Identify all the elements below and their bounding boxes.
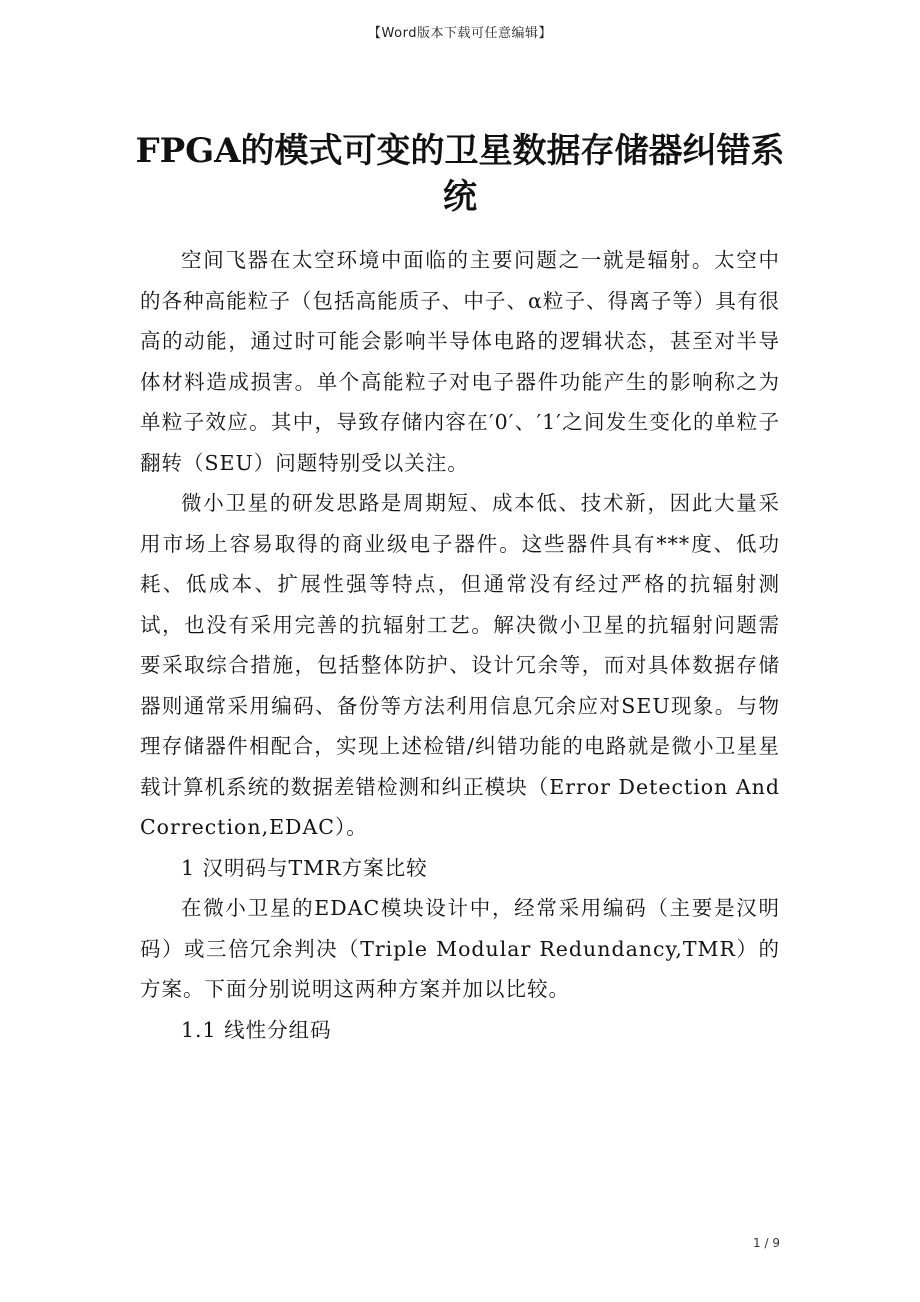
paragraph-microsatellite-design: 微小卫星的研发思路是周期短、成本低、技术新，因此大量采用市场上容易取得的商业级电子器件。这些器件具有***度、低功耗、低成本、扩展性强等特点，但通常没有经过严格的抗辐射测试，也没有采用完善的抗辐射工艺。解决微小卫星的抗辐射问题需要采取综合措施，包括整体防护、设计冗余等，而对具体数据存储器则通常采用编码、备份等方法利用信息冗余应对SEU现象。与物理存储器件相配合，实现上述检错/纠错功能的电路就是微小卫星星载计算机系统的数据差错检测和纠正模块（Error Detection And Correction,EDAC）。 <box>140 491 780 839</box>
page-number: 1 / 9 <box>753 1236 780 1250</box>
subsection-heading-linear-block-code: 1.1 线性分组码 <box>181 1017 332 1042</box>
document-body <box>140 240 780 1050</box>
paragraph-edac-schemes: 在微小卫星的EDAC模块设计中，经常采用编码（主要是汉明码）或三倍冗余判决（Triple Modular Redundancy,TMR）的方案。下面分别说明这两种方案并加以比较。 <box>140 896 780 1001</box>
download-note: 【Word版本下载可任意编辑】 <box>368 26 552 41</box>
paragraph-radiation-intro: 空间飞器在太空环境中面临的主要问题之一就是辐射。太空中的各种高能粒子（包括高能质子、中子、α粒子、得离子等）具有很高的动能，通过时可能会影响半导体电路的逻辑状态，甚至对半导体材料造成损害。单个高能粒子对电子器件功能产生的影响称之为单粒子效应。其中，导致存储内容在′0′、′1′之间发生变化的单粒子翻转（SEU）问题特别受以关注。 <box>140 248 780 475</box>
document-title: FPGA的模式可变的卫星数据存储器纠错系统 <box>135 131 785 217</box>
section-heading-hamming-vs-tmr: 1 汉明码与TMR方案比较 <box>181 855 428 880</box>
